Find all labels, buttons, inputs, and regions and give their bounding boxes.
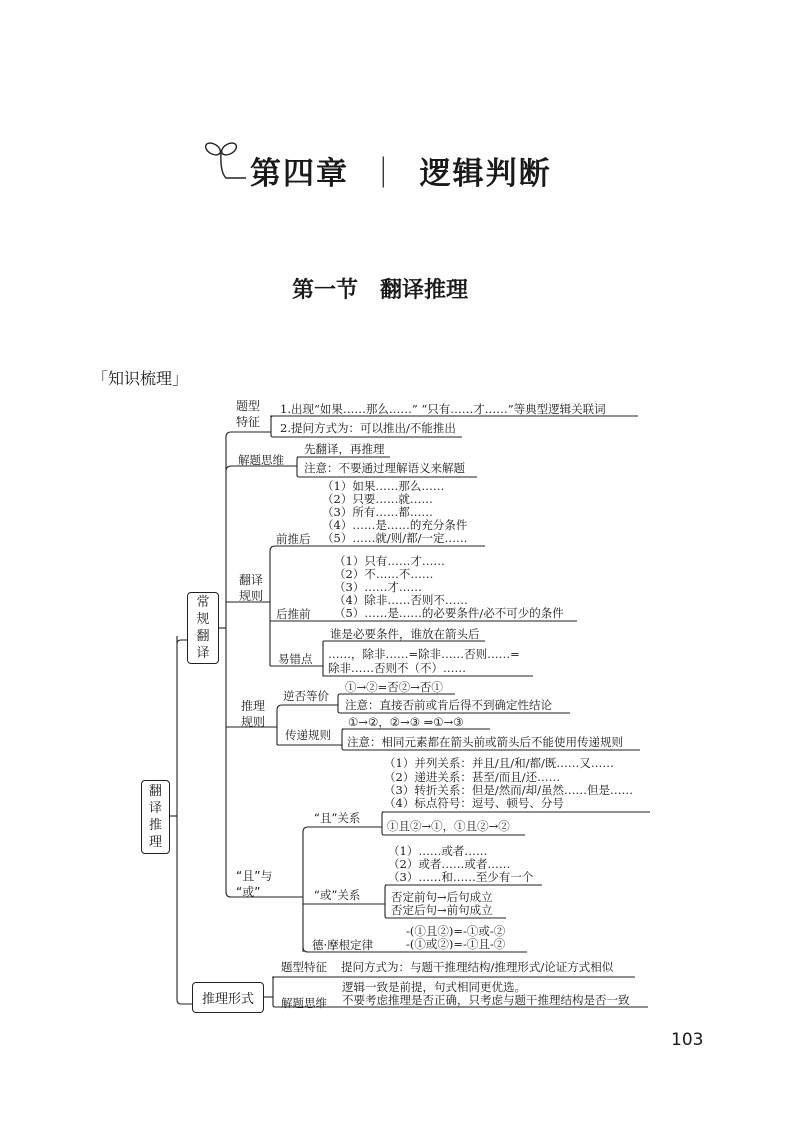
branch-text: 不要考虑推理是否正确，只考虑与题干推理结构是否一致 — [342, 993, 630, 1007]
backward-label: 后推前 — [276, 607, 311, 621]
node-label: 推理形式 — [201, 992, 254, 1007]
branch-text: 逻辑一致是前提，句式相同更优选。 — [342, 980, 526, 994]
branch-text: ①→②=否②→否① — [345, 680, 443, 694]
list-item: （4）标点符号：逗号、顿号、分号 — [384, 796, 564, 810]
branch-text: 谁是必要条件，谁放在箭头后 — [330, 627, 480, 641]
section-number: 第一节 — [292, 278, 359, 303]
root-char: 推 — [148, 818, 162, 833]
inference-form-node — [192, 982, 264, 1013]
branch-text: 注意：相同元素都在箭头前或箭头后不能使用传递规则 — [347, 735, 623, 749]
branch-text: -(①或②)=-①且-② — [406, 937, 506, 951]
list-item: （2）只要……就…… — [322, 492, 433, 506]
branch-text: 注意：直接否前或肯后得不到确定性结论 — [345, 698, 552, 712]
list-item: （1）只有……才…… — [334, 554, 445, 568]
list-item: （3）……才…… — [334, 580, 422, 594]
label-line: “或” — [236, 885, 261, 899]
section-title — [292, 273, 468, 304]
root-char: 译 — [148, 801, 162, 816]
node-char: 翻 — [196, 629, 210, 644]
conventional-translation-node — [187, 592, 219, 664]
label-line: 规则 — [240, 715, 265, 729]
form-thinking-label: 解题思维 — [281, 996, 327, 1010]
forward-label: 前推后 — [276, 532, 311, 546]
root-char: 理 — [148, 835, 162, 850]
list-item: （3）……和……至少有一个 — [388, 870, 534, 884]
branch-text: 注意：不要通过理解语义来解题 — [304, 461, 465, 475]
branch-text: -(①且②)=-①或-② — [406, 924, 506, 938]
list-item: （2）不……不…… — [334, 567, 434, 581]
demorgan-label: 德·摩根定律 — [312, 938, 374, 952]
branch-text: 否定后句→前句成立 — [391, 903, 493, 917]
list-item: （5）……就/则/都/一定…… — [322, 531, 468, 545]
contrapositive-label: 逆否等价 — [283, 689, 329, 703]
chapter-name: 逻辑判断 — [419, 156, 552, 192]
section-name: 翻译推理 — [380, 278, 469, 303]
branch-text: 1.出现“如果……那么……” “只有……才……”等典型逻辑关联词 — [280, 402, 606, 416]
list-item: （4）除非……否则不…… — [334, 593, 468, 607]
type-features-label — [231, 398, 265, 430]
title-separator: ｜ — [367, 156, 401, 192]
list-item: （2）递进关系：甚至/而且/还…… — [384, 770, 561, 784]
label-line: 规则 — [238, 589, 263, 603]
branch-text: ①→②，②→③ ⇒①→③ — [348, 715, 464, 729]
chapter-title — [250, 148, 552, 193]
label-line: 特征 — [235, 415, 260, 429]
node-char: 规 — [196, 612, 210, 627]
branch-text: ……，除非……=除非……否则……= — [328, 647, 520, 661]
list-item: （3）转折关系：但是/然而/却/虽然……但是…… — [384, 783, 633, 797]
branch-text: 先翻译，再推理 — [304, 442, 385, 456]
list-item: （3）所有……都…… — [322, 505, 433, 519]
chapter-number: 第四章 — [250, 156, 349, 192]
node-char: 常 — [196, 595, 210, 610]
form-type-features-label: 题型特征 — [281, 960, 327, 974]
branch-text: 除非……否则不（不）…… — [328, 661, 466, 675]
branch-text: 提问方式为：与题干推理结构/推理形式/论证方式相似 — [341, 960, 614, 974]
inference-rules-label — [236, 698, 270, 730]
page-number: 103 — [671, 1030, 704, 1050]
or-relation-label: “或”关系 — [314, 888, 361, 902]
list-item: （2）或者……或者…… — [388, 857, 511, 871]
node-char: 译 — [196, 646, 210, 661]
list-item: （1）……或者…… — [388, 844, 488, 858]
and-or-label — [236, 868, 280, 900]
pitfalls-label: 易错点 — [278, 652, 313, 666]
thinking-label: 解题思维 — [238, 453, 284, 467]
label-line: “且”与 — [236, 869, 273, 883]
label-line: 题型 — [235, 399, 260, 413]
transitive-label: 传递规则 — [285, 728, 331, 742]
branch-text: 否定前句→后句成立 — [391, 890, 493, 904]
list-item: （4）……是……的充分条件 — [322, 518, 468, 532]
branch-text: 2.提问方式为：可以推出/不能推出 — [280, 421, 456, 435]
knowledge-heading: 「知识梳理」 — [92, 369, 189, 388]
and-relation-label: “且”关系 — [314, 811, 361, 825]
translation-rules-label — [234, 572, 268, 604]
list-item: （5）……是……的必要条件/必不可少的条件 — [334, 606, 564, 620]
list-item: （1）如果……那么…… — [322, 479, 445, 493]
label-line: 推理 — [240, 699, 265, 713]
root-char: 翻 — [148, 784, 162, 799]
branch-text: ①且②→①，①且②→② — [387, 819, 510, 833]
label-line: 翻译 — [238, 573, 263, 587]
root-node — [141, 780, 170, 854]
list-item: （1）并列关系：并且/且/和/都/既……又…… — [384, 756, 614, 770]
